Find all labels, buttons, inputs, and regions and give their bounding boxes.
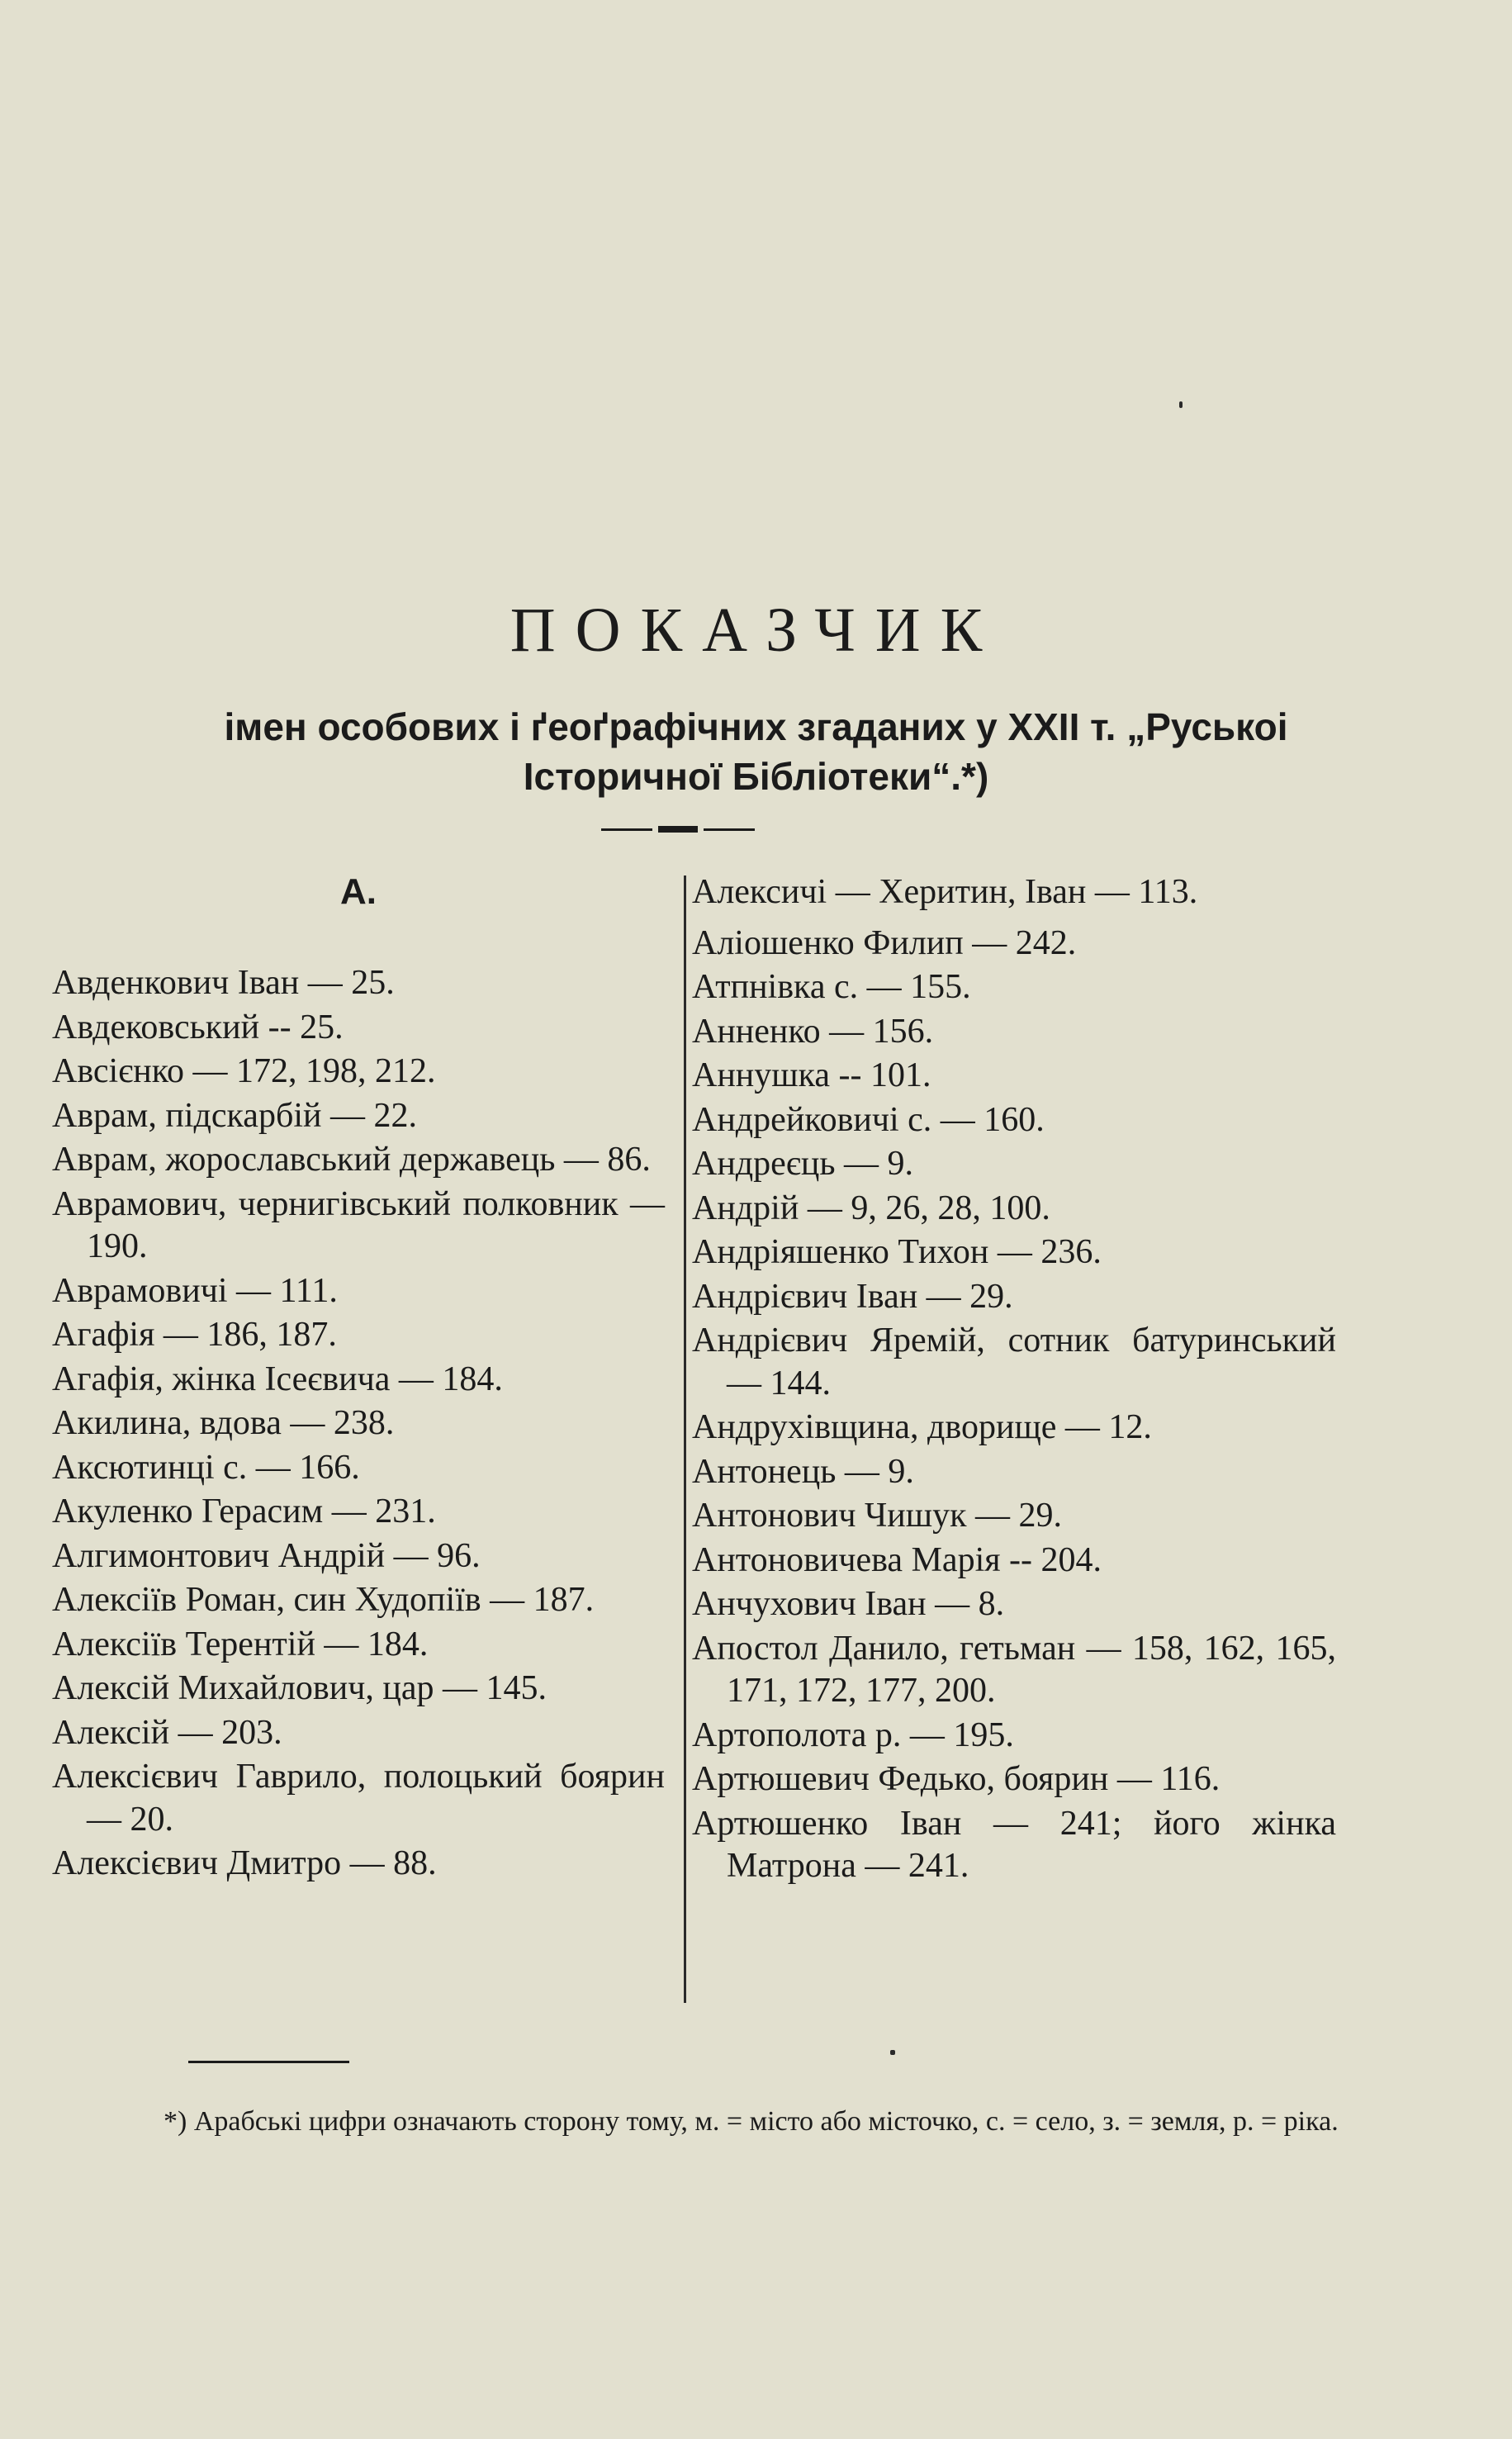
index-entry: Артюшевич Федько, боярин — 116. (692, 1760, 1221, 1798)
index-column-right (692, 871, 1336, 1890)
page-subtitle (0, 702, 1512, 801)
footnote: *) Арабські цифри означають сторону тому, м. = місто або місточко, с. = село, з. = земля, р. = ріка. (164, 2106, 1339, 2137)
index-entry: Алексіїв Терентій — 184. (52, 1625, 429, 1663)
index-entry: Аврамович, чернигівський полковник — 190. (52, 1184, 665, 1265)
index-entry: Аннушка -- 101. (692, 1056, 931, 1094)
index-entry: Агафія — 186, 187. (52, 1316, 337, 1354)
header-rule-left (601, 828, 652, 831)
index-entry: Алгимонтович Андрій — 96. (52, 1536, 481, 1575)
index-entry: Аліошенко Филип — 242. (692, 923, 1077, 962)
index-entry: Акуленко Герасим — 231. (52, 1492, 436, 1530)
index-entry: Агафія, жінка Ісеєвича — 184. (52, 1359, 503, 1398)
index-entry: Авсієнко — 172, 198, 212. (52, 1052, 436, 1090)
index-entry: Андріяшенко Тихон — 236. (692, 1233, 1102, 1271)
index-entry: Алексичі — Херитин, Іван — 113. (692, 873, 1198, 911)
index-entry: Антоновичева Марія -- 204. (692, 1540, 1102, 1579)
index-entry: Аврам, підскарбій — 22. (52, 1096, 417, 1135)
footnote-rule (188, 2061, 349, 2063)
index-entry: Андрієвич Іван — 29. (692, 1277, 1013, 1316)
index-entry: Авденкович Іван — 25. (52, 964, 395, 1002)
index-column-left (52, 962, 665, 1887)
index-entry: Алексій — 203. (52, 1713, 282, 1752)
subtitle-line-1: імен особових і ґеоґрафічних згаданих у XXII т. „Руськоі (224, 705, 1288, 748)
ink-speck (1179, 401, 1183, 408)
index-entry: Андрій — 9, 26, 28, 100. (692, 1189, 1050, 1227)
index-entry: Аврам, жорославський державець — 86. (52, 1141, 651, 1179)
index-entry: Анчухович Іван — 8. (692, 1585, 1005, 1623)
index-entry: Апостол Данило, гетьман — 158, 162, 165, 171, 172, 177, 200. (692, 1629, 1336, 1710)
index-entry: Алексіїв Роман, син Худопіїв — 187. (52, 1581, 595, 1619)
index-entry: Алексієвич Гаврило, полоцький боярин — 20. (52, 1758, 665, 1839)
index-entry: Авдековський -- 25. (52, 1008, 344, 1046)
index-entry: Андрейковичі с. — 160. (692, 1100, 1045, 1139)
subtitle-line-2: Історичної Бібліотеки“.*) (523, 755, 989, 798)
index-entry: Акилина, вдова — 238. (52, 1404, 395, 1442)
index-entry: Андрухівщина, дворище — 12. (692, 1408, 1152, 1446)
index-entry: Антонець — 9. (692, 1452, 914, 1491)
index-entry: Аксютинці с. — 166. (52, 1448, 360, 1487)
ink-speck (890, 2050, 895, 2055)
header-rule-right (704, 828, 755, 831)
index-entry: Артополота р. — 195. (692, 1715, 1014, 1754)
index-entry: Артюшенко Іван — 241; його жінка Матрона — 241. (692, 1804, 1336, 1885)
index-entry: Аврамовичі — 111. (52, 1271, 338, 1310)
index-entry: Анненко — 156. (692, 1012, 934, 1051)
page-title: ПОКАЗЧИК (510, 596, 1002, 665)
index-entry: Андреєць — 9. (692, 1145, 913, 1183)
section-letter: А. (340, 871, 377, 912)
index-entry: Алексій Михайлович, цар — 145. (52, 1669, 547, 1707)
index-entry: Алексієвич Дмитро — 88. (52, 1844, 437, 1882)
index-entry: Антонович Чишук — 29. (692, 1497, 1063, 1535)
column-divider (684, 875, 686, 2003)
index-entry: Атпнівка с. — 155. (692, 968, 971, 1006)
header-rule-center (658, 826, 698, 833)
index-entry: Андрієвич Яремій, сотник батуринський — 144. (692, 1322, 1336, 1402)
